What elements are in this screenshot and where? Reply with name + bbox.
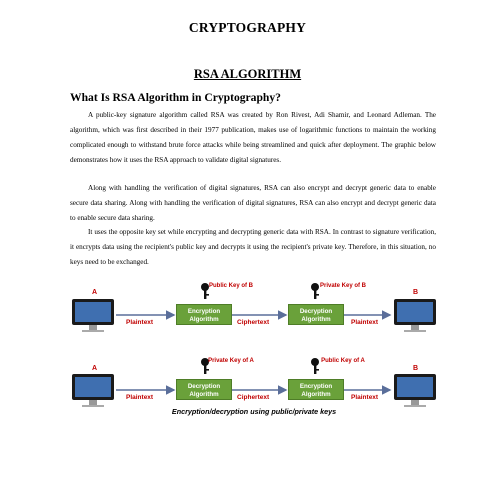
row2-public-key-label: Public Key of A: [321, 358, 365, 364]
row1-left-letter: A: [92, 289, 98, 296]
row2-encryption-box: Encryption Algorithm: [288, 379, 344, 400]
row1-receiver-monitor-icon: [394, 299, 436, 332]
row1-left-plaintext: Plaintext: [126, 319, 154, 326]
row2-left-letter: A: [92, 365, 98, 372]
row2-left-plaintext: Plaintext: [126, 394, 154, 401]
row1-sender-monitor-icon: [72, 299, 114, 332]
row2-receiver-monitor-icon: [394, 374, 436, 407]
section-title: RSA ALGORITHM: [193, 67, 302, 81]
paragraph-generic-data: Along with handling the verification of digital signatures, RSA can also encrypt and decrypt generic data to enable secure data sharing. Along with handling the verification of digital signatures, RSA can also encrypt and decrypt generic data to enable secure data sharing.: [70, 184, 436, 222]
paragraph-key-set: It uses the opposite key set while encrypting and decrypting generic data with RSA. In contrast to signature verification, it encrypts data using the recipient's public key and decrypts it using the recipient's private key. Therefore, in this situation, no keys need to be exchanged.: [70, 228, 436, 266]
row2-right-plaintext: Plaintext: [351, 394, 379, 401]
row1-decryption-box: Decryption Algorithm: [288, 304, 344, 325]
row2-decryption-box: Decryption Algorithm: [176, 379, 232, 400]
row2-right-letter: B: [413, 365, 419, 372]
row2-sender-monitor-icon: [72, 374, 114, 407]
row1-right-plaintext: Plaintext: [351, 319, 379, 326]
row1-encryption-box: Encryption Algorithm: [176, 304, 232, 325]
row1-right-letter: B: [413, 289, 419, 296]
row1-public-key-label: Public Key of B: [208, 283, 253, 289]
row2-private-key-label: Private Key of A: [208, 358, 254, 364]
paragraph-intro: A public-key signature algorithm called RSA was created by Ron Rivest, Adi Shamir, and Leonard Adleman. The algorithm, which was first described in their 1977 publication, makes use of logarithmic functions to maintain the working complicated enough to withstand brute force attacks while being streamlined and quick after deployment. The graphic below demonstrates how it uses the RSA approach to validate digital signatures.: [70, 111, 436, 164]
rsa-diagram: [68, 283, 440, 423]
row1-private-key-label: Private Key of B: [319, 283, 367, 289]
diagram-caption: Encryption/decryption using public/private keys: [171, 407, 337, 416]
row1-ciphertext: Ciphertext: [237, 319, 270, 326]
row2-ciphertext: Ciphertext: [237, 394, 270, 401]
document-title: CRYPTOGRAPHY: [188, 20, 307, 35]
diagram-graphics: [68, 283, 440, 423]
subsection-heading: What Is RSA Algorithm in Cryptography?: [70, 91, 281, 104]
